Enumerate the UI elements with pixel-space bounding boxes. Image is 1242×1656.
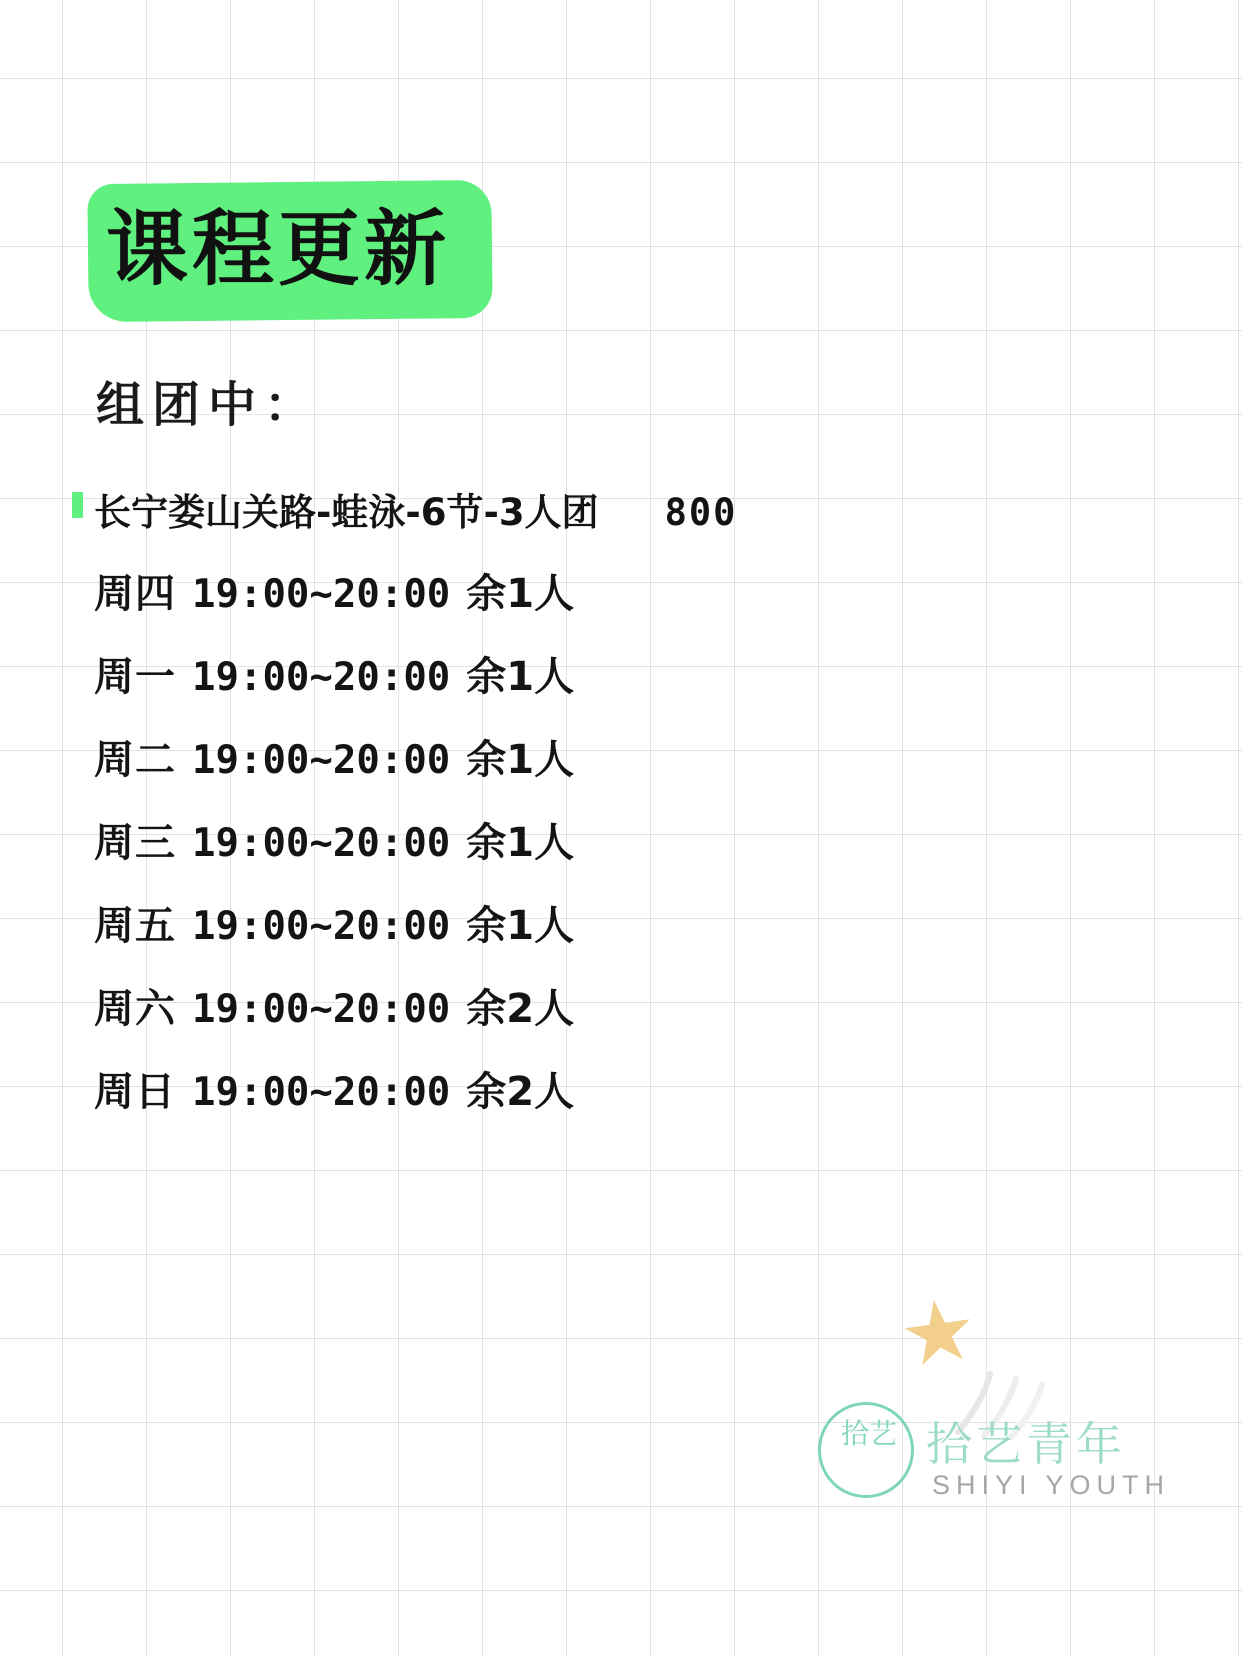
bullet-marker-icon — [72, 492, 83, 518]
session-slots: 余2人 — [466, 986, 575, 1032]
course-block — [72, 482, 1132, 1117]
brand-name-cn: 拾艺青年 — [926, 1417, 1126, 1471]
session-day: 周三 — [94, 820, 176, 866]
logo-circle-icon — [818, 1402, 914, 1498]
session-slots: 余1人 — [466, 571, 575, 617]
session-slots: 余1人 — [466, 737, 575, 783]
session-row — [94, 811, 1132, 868]
watermark — [800, 1280, 1171, 1540]
session-day: 周五 — [94, 903, 176, 949]
session-row — [94, 977, 1132, 1034]
session-time: 19:00~20:00 — [192, 987, 451, 1032]
brand-name-en: SHIYI YOUTH — [932, 1470, 1171, 1500]
course-title: 长宁娄山关路-蛙泳-6节-3人团 — [94, 491, 599, 534]
session-slots: 余1人 — [466, 820, 575, 866]
session-time: 19:00~20:00 — [192, 738, 451, 783]
course-price: 800 — [664, 491, 738, 534]
session-day: 周二 — [94, 737, 176, 783]
session-day: 周一 — [94, 654, 176, 700]
session-day: 周六 — [94, 986, 176, 1032]
session-slots: 余1人 — [466, 903, 575, 949]
page-title: 课程更新 — [106, 202, 451, 297]
session-slots: 余1人 — [466, 654, 575, 700]
subtitle: 组团中： — [96, 377, 321, 433]
session-row — [94, 645, 1132, 702]
session-day: 周四 — [94, 571, 176, 617]
session-time: 19:00~20:00 — [192, 572, 451, 617]
session-day: 周日 — [94, 1069, 176, 1115]
logo-mark-text: 拾艺 — [840, 1417, 897, 1450]
course-header — [72, 482, 1132, 536]
session-row — [94, 1060, 1132, 1117]
session-row — [94, 562, 1132, 619]
title-block — [88, 182, 492, 320]
session-time: 19:00~20:00 — [192, 655, 451, 700]
session-time: 19:00~20:00 — [192, 1070, 451, 1115]
session-slots: 余2人 — [466, 1069, 575, 1115]
star-icon: ★ — [893, 1280, 984, 1386]
session-time: 19:00~20:00 — [192, 904, 451, 949]
session-time: 19:00~20:00 — [192, 821, 451, 866]
session-row — [94, 728, 1132, 785]
session-row — [94, 894, 1132, 951]
